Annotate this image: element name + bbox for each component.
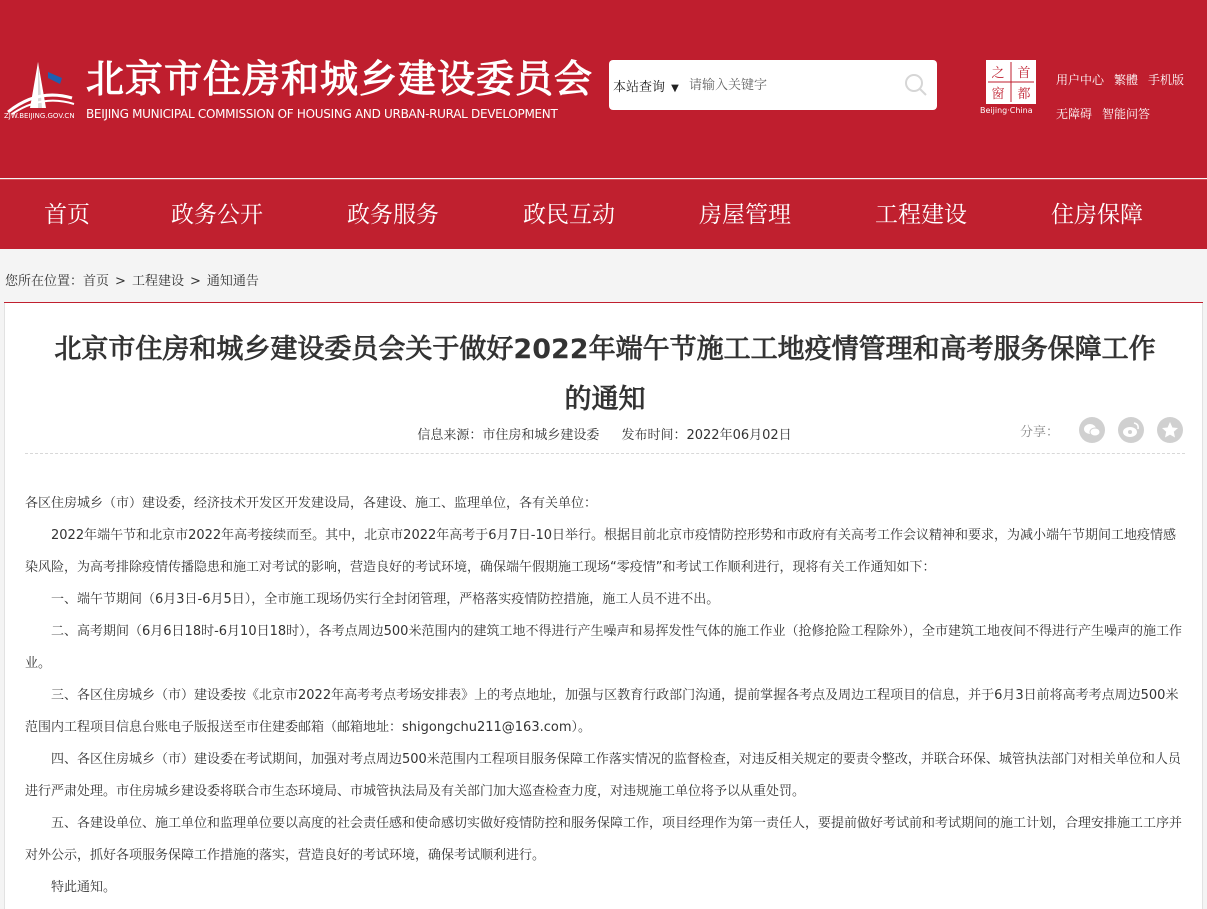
nav-item-government-services[interactable]: 政务服务 xyxy=(347,202,439,228)
article-source: 信息来源：市住房和城乡建设委 xyxy=(417,428,600,443)
breadcrumb-label: 您所在位置： xyxy=(5,274,84,289)
logo-caption: ZJW.BEIJING.GOV.CN xyxy=(4,112,75,120)
share-label: 分享： xyxy=(1020,425,1060,440)
search-icon[interactable] xyxy=(903,72,929,98)
user-center-link[interactable]: 用户中心 xyxy=(1056,72,1105,87)
accessibility-link[interactable]: 无障碍 xyxy=(1056,106,1093,121)
article-paragraph xyxy=(25,680,1185,744)
article-salutation: 各区住房城乡（市）建设委，经济技术开发区开发建设局，各建设、施工、监理单位，各有关单位： xyxy=(25,496,598,511)
article-title-line: 的通知 xyxy=(564,384,646,415)
breadcrumb-notices[interactable]: 通知通告 xyxy=(206,274,259,289)
capital-logo-char: 窗 xyxy=(991,87,1005,102)
site-title[interactable]: 北京市住房和城乡建设委员会 xyxy=(86,57,594,101)
nav-item-construction[interactable]: 工程建设 xyxy=(875,202,967,228)
search-scope-label: 本站查询 xyxy=(613,80,666,95)
nav-item-housing-security[interactable]: 住房保障 xyxy=(1051,202,1143,228)
article-paragraph: 2022年端午节和北京市2022年高考接续而至。其中，北京市2022年高考于6月7日-10日举行。根据目前北京市疫情防控形势和市政府有关高考工作会议精神和要求，为减小端午节期间工地疫情感染风险，为高考排除疫情传播隐患和施工对考试的影响，营造良好的考试环境，确保端午假期施工现场“零疫情”和考试工作顺利进行，现将有关工作通知如下： xyxy=(25,528,1177,575)
article-title-line: 北京市住房和城乡建设委员会关于做好2022年端午节施工工地疫情管理和高考服务保障工作 xyxy=(54,334,1156,365)
capital-logo-caption: Beijing·China xyxy=(980,106,1033,115)
capital-logo-char: 都 xyxy=(1017,87,1031,102)
article-paragraph-text: ）。 xyxy=(571,720,592,735)
article-paragraph: 四、各区住房城乡（市）建设委在考试期间，加强对考点周边500米范围内工程项目服务保障工作落实情况的监督检查，对违反相关规定的要责令整改，并联合环保、城管执法部门对相关单位和人员进行严肃处理。市住房城乡建设委将联合市生态环境局、市城管执法局及有关部门加大巡查检查力度，对违规施工单位将予以从重处罚。 xyxy=(25,752,1181,799)
breadcrumb-separator: > xyxy=(115,274,126,289)
site-subtitle: BEIJING MUNICIPAL COMMISSION OF HOUSING AND URBAN-RURAL DEVELOPMENT xyxy=(86,107,558,121)
favorite-icon[interactable] xyxy=(1157,417,1183,443)
article-paragraph: 二、高考期间（6月6日18时-6月10日18时），各考点周边500米范围内的建筑工地不得进行产生噪声和易挥发性气体的施工作业（抢修抢险工程除外），全市建筑工地夜间不得进行产生噪声的施工作业。 xyxy=(25,624,1182,671)
capital-logo-char: 之 xyxy=(991,66,1005,81)
traditional-chinese-link[interactable]: 繁體 xyxy=(1114,72,1139,87)
search-scope-select[interactable] xyxy=(613,76,679,95)
chevron-down-icon: ▼ xyxy=(671,83,679,94)
breadcrumb-separator: > xyxy=(189,274,201,289)
article xyxy=(4,303,1203,909)
article-paragraph: 一、端午节期间（6月3日-6月5日），全市施工现场仍实行全封闭管理，严格落实疫情防控措施，施工人员不进不出。 xyxy=(51,592,720,607)
mobile-version-link[interactable]: 手机版 xyxy=(1148,72,1185,87)
article-date: 发布时间：2022年06月02日 xyxy=(621,428,792,443)
nav-item-interaction[interactable]: 政民互动 xyxy=(523,202,615,228)
article-closing: 特此通知。 xyxy=(51,880,117,895)
search-input[interactable] xyxy=(689,74,889,96)
smart-qa-link[interactable]: 智能问答 xyxy=(1102,106,1151,121)
breadcrumb-construction[interactable]: 工程建设 xyxy=(131,274,184,289)
main-nav xyxy=(0,179,1207,249)
wechat-icon[interactable] xyxy=(1079,417,1105,443)
nav-item-housing[interactable]: 房屋管理 xyxy=(699,202,791,228)
email-link[interactable]: shigongchu211@163.com xyxy=(402,720,572,735)
article-paragraph: 五、各建设单位、施工单位和监理单位要以高度的社会责任感和使命感切实做好疫情防控和服务保障工作，项目经理作为第一责任人，要提前做好考试前和考试期间的施工计划，合理安排施工工序并对外公示，抓好各项服务保障工作措施的落实，营造良好的考试环境，确保考试顺利进行。 xyxy=(25,816,1183,863)
search-box xyxy=(609,60,937,110)
breadcrumb xyxy=(5,270,259,289)
site-header xyxy=(0,0,1207,178)
nav-item-home[interactable]: 首页 xyxy=(44,202,90,228)
article-paragraph-text: 三、各区住房城乡（市）建设委按《北京市2022年高考考点考场安排表》上的考点地址，加强与区教育行政部门沟通，提前掌握各考点及周边工程项目的信息，并于6月3日前将高考考点周边500米范围内工程项目信息台账电子版报送至市住建委邮箱（邮箱地址： xyxy=(25,688,1179,735)
article-body xyxy=(25,488,1185,904)
capital-logo-char: 首 xyxy=(1017,66,1031,81)
weibo-icon[interactable] xyxy=(1118,417,1144,443)
top-links xyxy=(1056,62,1206,130)
nav-item-government-affairs[interactable]: 政务公开 xyxy=(171,202,263,228)
breadcrumb-home[interactable]: 首页 xyxy=(83,274,110,289)
article-title xyxy=(25,325,1185,425)
article-divider xyxy=(25,453,1185,454)
